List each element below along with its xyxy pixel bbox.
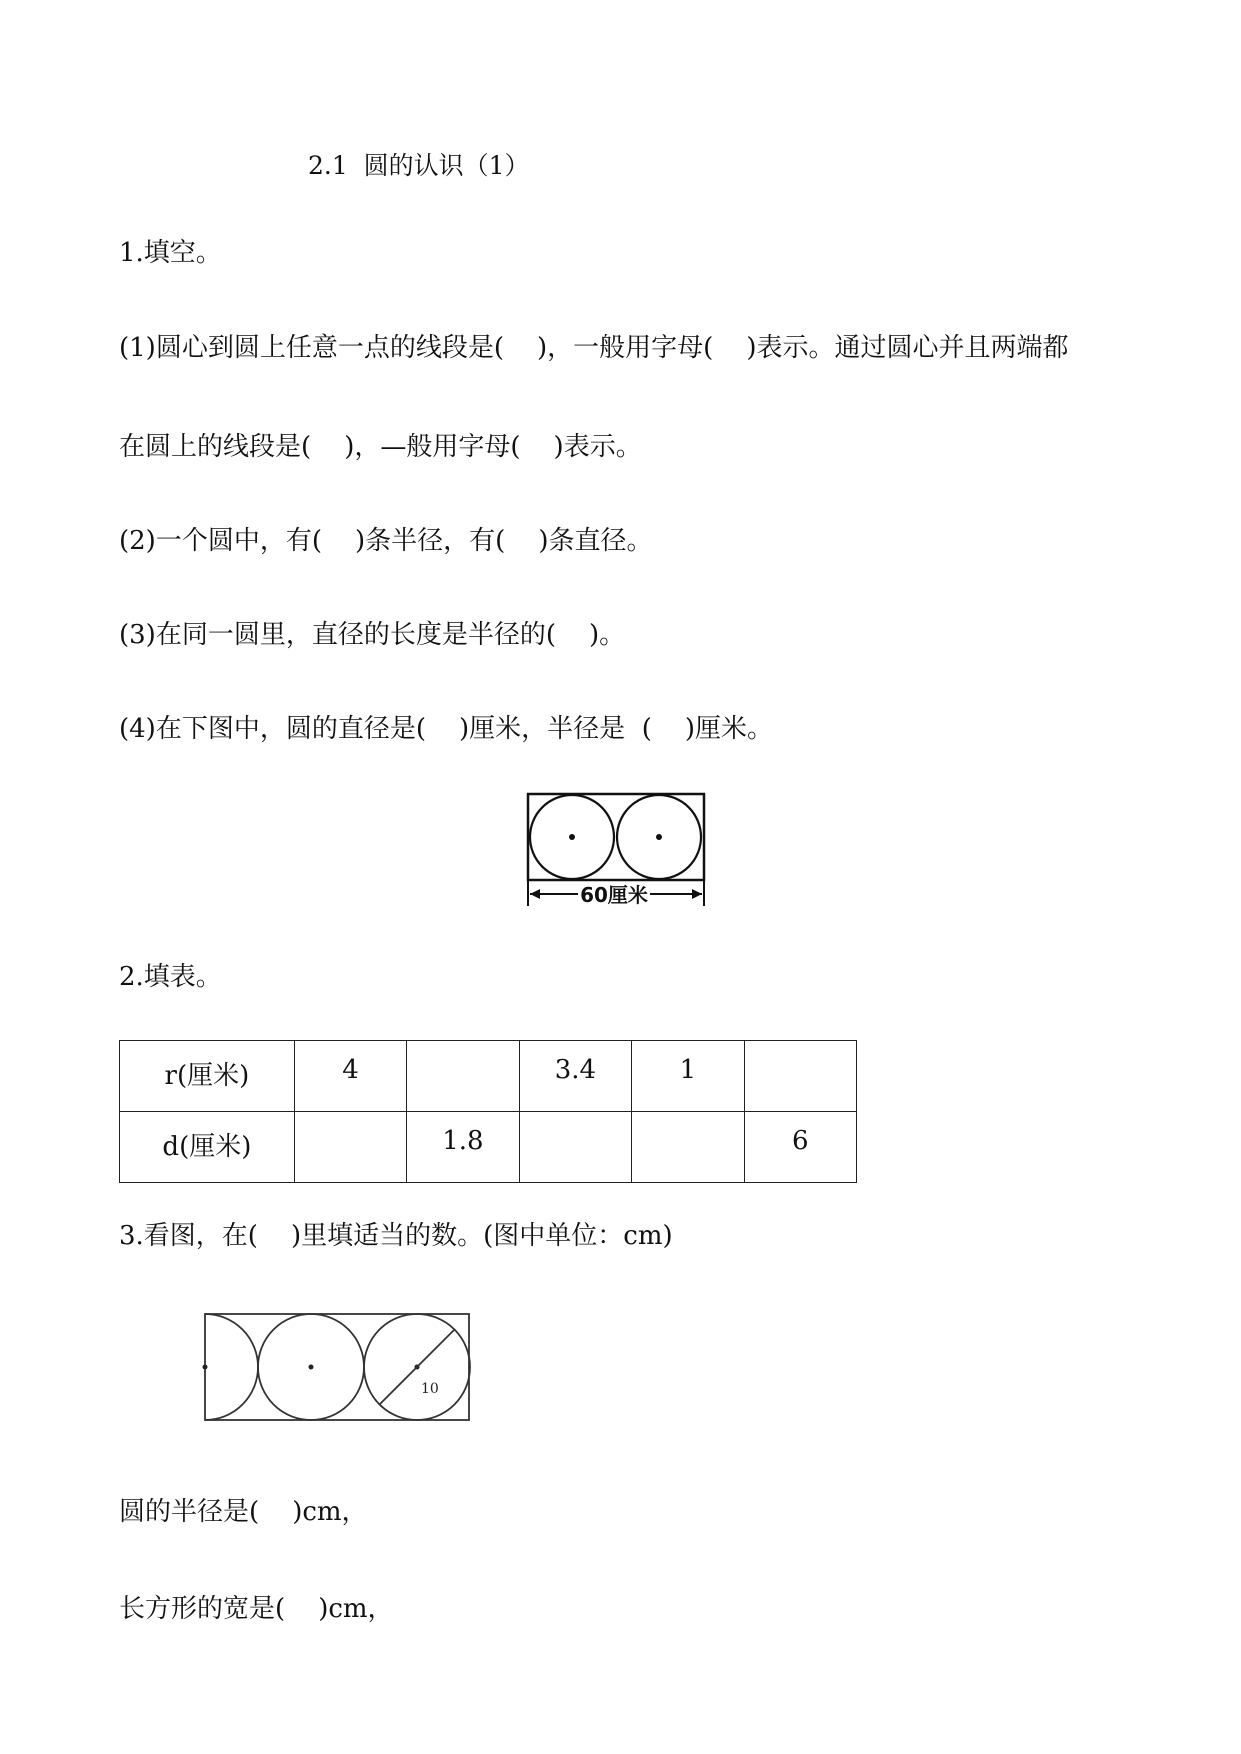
table-cell[interactable]: 4 (294, 1041, 406, 1112)
q1-p3: (3)在同一圆里，直径的长度是半径的( )。 (119, 620, 626, 650)
diameter-line (379, 1329, 455, 1405)
table-cell[interactable]: 1.8 (407, 1112, 519, 1183)
row-header: r(厘米) (120, 1041, 295, 1112)
table-cell[interactable]: 1 (632, 1041, 744, 1112)
q1-p1-line1: (1)圆心到圆上任意一点的线段是( )，一般用字母( )表示。通过圆心并且两端都 (119, 333, 1069, 363)
table-cell[interactable] (744, 1041, 856, 1112)
middle-center-dot (309, 1365, 314, 1370)
right-center-dot (656, 834, 662, 840)
table-cell[interactable] (632, 1112, 744, 1183)
q1-p1-line2: 在圆上的线段是( )，—般用字母( )表示。 (119, 432, 642, 462)
table-cell[interactable] (294, 1112, 406, 1183)
right-arrow-icon (692, 889, 702, 899)
q1-heading: 1.填空。 (119, 238, 222, 268)
page-title: 2.1 圆的认识（1） (308, 151, 530, 180)
circles-rectangle-figure (200, 1310, 480, 1430)
two-circles-figure (520, 788, 720, 908)
q2-heading: 2.填表。 (119, 962, 222, 992)
q1-p2: (2)一个圆中，有( )条半径，有( )条直径。 (119, 526, 653, 556)
q3-answer-radius: 圆的半径是( )cm， (119, 1497, 368, 1527)
table-cell[interactable]: 6 (744, 1112, 856, 1183)
figure-rectangle (205, 1314, 469, 1420)
q1-p4: (4)在下图中，圆的直径是( )厘米，半径是 ( )厘米。 (119, 714, 774, 744)
table-row (120, 1041, 857, 1112)
q3-answer-width: 长方形的宽是( )cm， (119, 1594, 394, 1624)
half-circle (205, 1314, 258, 1420)
left-arrow-icon (530, 889, 540, 899)
table-row (120, 1112, 857, 1183)
left-center-dot (569, 834, 575, 840)
table-cell[interactable] (407, 1041, 519, 1112)
q3-heading: 3.看图，在( )里填适当的数。(图中单位：cm) (119, 1221, 673, 1251)
table-cell[interactable]: 3.4 (519, 1041, 631, 1112)
table-cell[interactable] (519, 1112, 631, 1183)
figure-width-label: 60厘米 (580, 883, 648, 907)
radius-diameter-table (119, 1040, 857, 1183)
half-circle-center-dot (203, 1365, 208, 1370)
row-header: d(厘米) (120, 1112, 295, 1183)
diameter-label: 10 (421, 1381, 439, 1397)
